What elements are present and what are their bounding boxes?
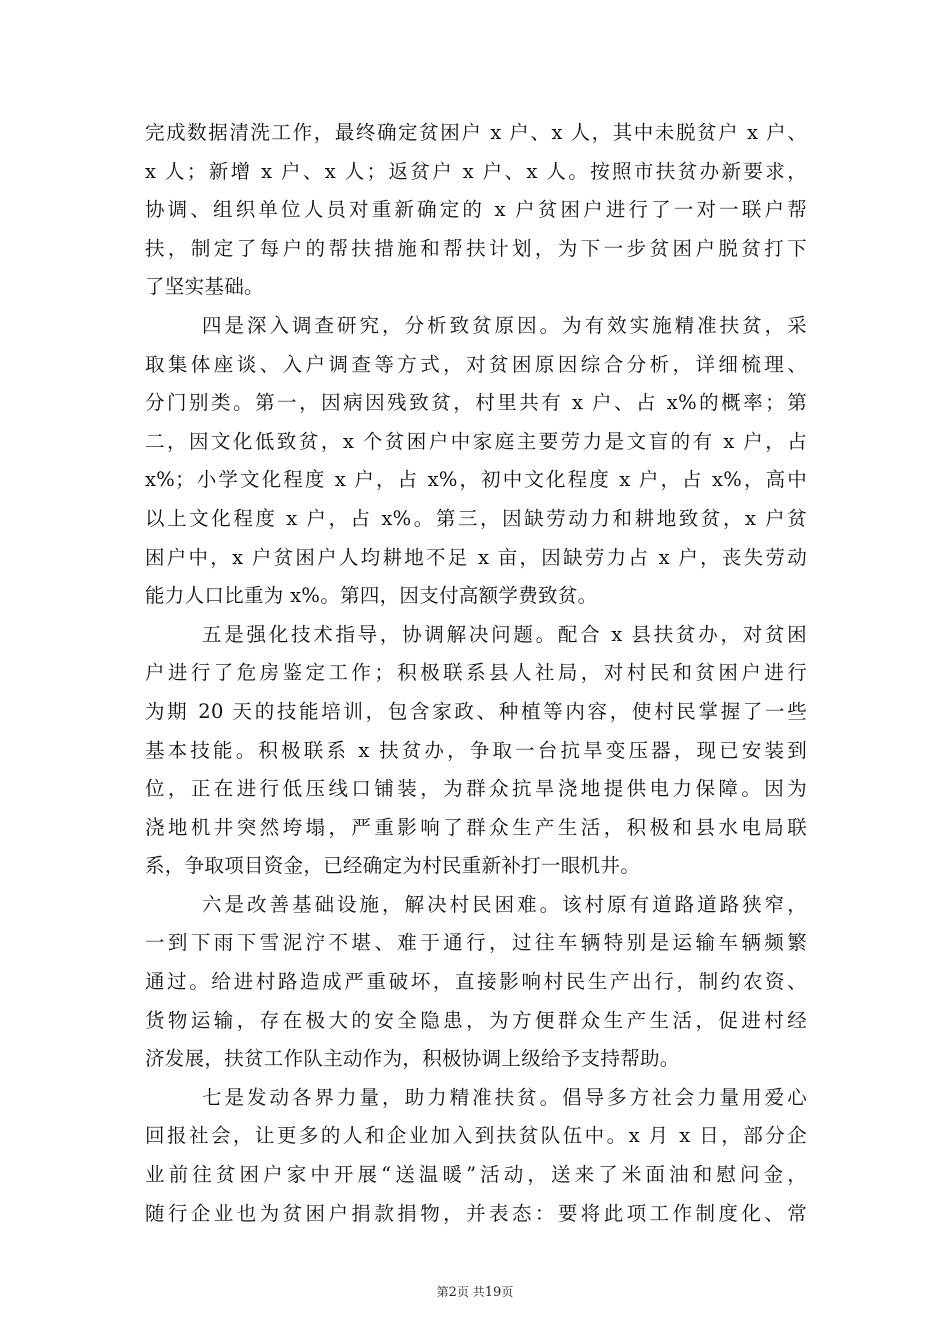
text-line: 能力人口比重为 x%。第四，因支付高额学费致贫。 (145, 584, 598, 608)
text-line: 七是发动各界力量，助力精准扶贫。倡导多方社会力量用爱心 (202, 1085, 807, 1109)
text-line: 了坚实基础。 (145, 275, 264, 299)
body-text (145, 114, 807, 1233)
footer-prefix: 第 (436, 1285, 449, 1299)
text-line: 基本技能。积极联系 x 扶贫办，争取一台抗旱变压器，现已安装到 (145, 738, 807, 762)
text-line: 回报社会，让更多的人和企业加入到扶贫队伍中。x 月 x 日，部分企 (145, 1124, 807, 1148)
footer-middle: 页 共 (456, 1285, 485, 1299)
text-line: 二，因文化低致贫，x 个贫困户中家庭主要劳力是文盲的有 x 户，占 (145, 429, 807, 453)
text-line: 协调、组织单位人员对重新确定的 x 户贫困户进行了一对一联户帮 (145, 198, 807, 222)
text-line: 位，正在进行低压线口铺装，为群众抗旱浇地提供电力保障。因为 (145, 777, 807, 801)
text-line: x 人；新增 x 户、x 人；返贫户 x 户、x 人。按照市扶贫办新要求， (145, 159, 807, 183)
text-line: x%；小学文化程度 x 户，占 x%，初中文化程度 x 户，占 x%，高中 (145, 468, 807, 492)
text-line: 随行企业也为贫困户捐款捐物，并表态：要将此项工作制度化、常 (145, 1201, 807, 1225)
page-footer (0, 1283, 950, 1300)
text-line: 一到下雨下雪泥泞不堪、难于通行，过往车辆特别是运输车辆频繁 (145, 931, 807, 955)
text-line: 分门别类。第一，因病因残致贫，村里共有 x 户、占 x%的概率；第 (145, 391, 807, 415)
text-line: 四是深入调查研究，分析致贫原因。为有效实施精准扶贫，采 (202, 313, 807, 337)
text-line: 困户中，x 户贫困户人均耕地不足 x 亩，因缺劳力占 x 户，丧失劳动 (145, 545, 807, 569)
text-line: 为期 20 天的技能培训，包含家政、种植等内容，使村民掌握了一些 (145, 699, 807, 723)
text-line: 济发展，扶贫工作队主动作为，积极协调上级给予支持帮助。 (145, 1047, 680, 1071)
text-line: 户进行了危房鉴定工作；积极联系县人社局，对村民和贫困户进行 (145, 661, 807, 685)
text-line: 通过。给进村路造成严重破坏，直接影响村民生产出行，制约农资、 (145, 970, 807, 994)
current-page-number: 2 (448, 1285, 457, 1300)
text-line: 六是改善基础设施，解决村民困难。该村原有道路道路狭窄， (202, 892, 807, 916)
text-line: 以上文化程度 x 户，占 x%。第三，因缺劳动力和耕地致贫，x 户贫 (145, 506, 807, 530)
text-line: 取集体座谈、入户调查等方式，对贫困原因综合分析，详细梳理、 (145, 352, 807, 376)
text-line: 五是强化技术指导，协调解决问题。配合 x 县扶贫办，对贫困 (202, 622, 807, 646)
text-line: 浇地机井突然垮塌，严重影响了群众生产生活，积极和县水电局联 (145, 815, 807, 839)
text-line: 扶，制定了每户的帮扶措施和帮扶计划，为下一步贫困户脱贫打下 (145, 236, 807, 260)
text-line: 业前往贫困户家中开展“送温暖”活动，送来了米面油和慰问金， (145, 1163, 807, 1187)
total-page-count: 19 (484, 1285, 502, 1300)
footer-suffix: 页 (501, 1285, 514, 1299)
text-line: 完成数据清洗工作，最终确定贫困户 x 户、x 人，其中未脱贫户 x 户、 (145, 121, 807, 144)
text-line: 系，争取项目资金，已经确定为村民重新补打一眼机井。 (145, 854, 641, 878)
text-line: 货物运输，存在极大的安全隐患，为方便群众生产生活，促进村经 (145, 1008, 807, 1032)
